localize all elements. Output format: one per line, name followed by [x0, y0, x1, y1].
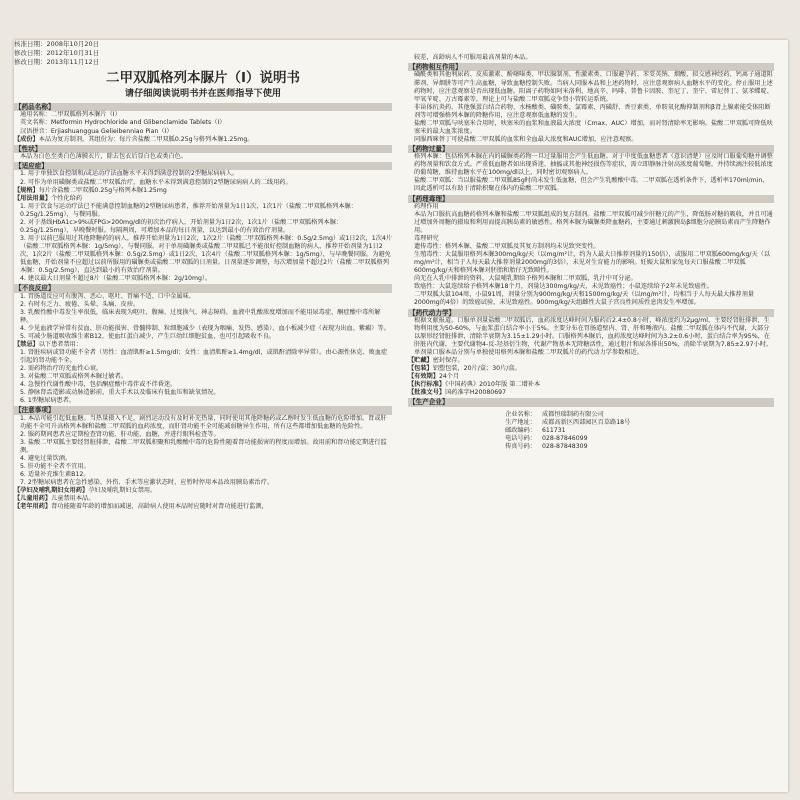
- paragraph: [408, 317, 774, 349]
- section-block: [408, 309, 774, 317]
- paragraph: [14, 349, 392, 365]
- section-block: [14, 487, 392, 495]
- paragraph-text: 根据文献报道，口服单剂量盐酸二甲双胍后，血药浓度达峰时间为服药后2.4±0.8小时，峰浓度约为2μg/ml，主要经肾脏排泄，生物利用度为50-60%，与血浆蛋白结合率小于5%。主要分布在胃肠道壁内、肾、肝和唾液内。盐酸二甲双胍在体内不代谢，大部分以原形经肾脏排泄，清除半衰期为3.15±1.29小时。口服格列本脲后，血药浓度达峰时间为3.2±0.6小时，蛋白结合率为95%，在肝脏内代谢，主要代谢物4-反-羟基衍生物，代谢产物基本无降糖活性，通过胆汁和尿各排出50%，消除半衰期为7.85±2.97小时。: [414, 316, 773, 349]
- paragraph-text: 孕妇及哺乳期妇女禁用。: [88, 487, 157, 494]
- revision-date-1: 修改日期：2012年10月31日: [14, 49, 100, 57]
- paragraph-text: 5. 可减少肠道吸收维生素B12，使血红蛋白减少，产生巨幼红细胞贫血，也可引起吸收不良。: [20, 332, 276, 340]
- paragraph: [14, 170, 392, 178]
- paragraph-text: 4. 急慢性代谢性酸中毒，包括酮症酸中毒伴或不伴昏迷。: [20, 381, 177, 389]
- paragraph: [14, 309, 392, 325]
- company-field-label: 邮政编码：: [505, 426, 536, 434]
- paragraph-text: 生殖毒性：大鼠服用格列本脲300mg/kg/天（以mg/m²计，约为人最大日推荐剂量的150倍），或服用二甲双胍600mg/kg/天（以mg/m²计，相当于人每天最大推荐剂量2000mg的3倍），未见对生育能力的影响。妊娠大鼠和家兔每天口服盐酸二甲双胍600mg/kg/天和格列本脲对胚胎和胎仔无致畸性。: [414, 251, 771, 275]
- paragraph: [14, 203, 392, 219]
- company-row: [408, 427, 774, 435]
- paragraph: [14, 381, 392, 389]
- paragraph-text: 1. 本品可能引起低血糖。当热量摄入不足，剧烈运动没有及时补充热量，同时使用其他降糖药或乙醇时发生低血糖的危险增加。肾或肝功能不全可升高格列本脲和盐酸二甲双胍的血药浓度，而肝肾功能不全可能减弱糖异生作用，所有这些都增加低血糖的危险性。: [20, 414, 387, 430]
- section-block: [14, 195, 392, 203]
- section-block: [408, 389, 774, 397]
- company-field-label: 传真号码：: [505, 443, 536, 450]
- paragraph: [408, 104, 774, 120]
- paragraph: [408, 54, 774, 62]
- section-heading: 【有效期】: [408, 373, 439, 381]
- paragraph: [408, 243, 774, 251]
- section-block: [14, 341, 392, 349]
- instruction-sheet: [14, 40, 788, 792]
- paragraph-text: 二甲双胍大鼠104周，小鼠91周，剂量分别为900mg/kg/天和1500mg/kg/天（以mg/m²计，均相当于人每天最大推荐剂量2000mg的4倍）的致癌试验，未见致癌性。900mg/kg/天组雌性大鼠子宫良性间质性息肉发生率增加。: [414, 291, 754, 307]
- paragraph: [14, 325, 392, 333]
- document-title: 二甲双胍格列本脲片（I）说明书: [105, 70, 301, 86]
- paragraph: [408, 349, 774, 357]
- company-field-value: 成都高新区西部园区百草路18号: [542, 418, 631, 426]
- paragraph-text: 密封保存。: [432, 357, 464, 365]
- paragraph-text: 4. 建议最大日剂量不超过8片（盐酸二甲双胍格列本脲：2g/10mg）。: [20, 275, 212, 283]
- section-heading: 【生产企业】: [408, 398, 774, 406]
- section-block: [408, 398, 774, 406]
- paragraph: [14, 479, 392, 487]
- paragraph: [14, 153, 392, 161]
- paragraph-text: 2. 有时有乏力、疲倦、头晕、头痛、皮疹。: [20, 300, 140, 308]
- paragraph: [408, 120, 774, 136]
- paragraph: [14, 373, 392, 381]
- paragraph: [408, 203, 774, 211]
- paragraph-text: 2. 需药物治疗的充血性心衰。: [20, 364, 103, 372]
- paragraph-text: 1. 肾脏疾病或肾功能不全者（男性：血清肌酐≥1.5mg/dl；女性：血清肌酐≥1.4mg/dl，或肌酐清除率异常）。由心源性休克、败血症引起的肾功能不全。: [20, 348, 388, 364]
- paragraph: [14, 128, 392, 136]
- company-field-value: 028-87848309: [542, 443, 588, 450]
- paragraph: [408, 291, 774, 307]
- revision-date-2: 修改日期：2013年11月12日: [14, 58, 100, 66]
- paragraph-text: 格列本脲：包括格列本脲在内的磺脲类药物一旦过量服用会产生低血糖。对于中度低血糖患者（意识清楚）应及时口服葡萄糖并调整药物剂量和饮食方式。严重低血糖者如出现昏迷、抽搐或其他神经损伤等症状，需立即静脉注射高浓度葡萄糖，并持续滴注较低浓度的葡萄糖，维持血糖水平在100mg/dl以上，同时密切观察病人。: [414, 153, 773, 177]
- paragraph: [14, 455, 392, 463]
- section-block: [14, 187, 392, 195]
- paragraph-text: 1. 用于单独饮食控制和/或运动疗法血糖水平未得到满意控制的2型糖尿病病人。: [20, 170, 239, 178]
- paragraph-text: 本品为白色至类白色薄膜衣片，除去包衣后显白色或类白色。: [20, 153, 188, 160]
- paragraph: [14, 235, 392, 275]
- section-heading: 【药理毒理】: [408, 195, 774, 203]
- paragraph-text: 同服西咪替丁可使盐酸二甲双胍的血浆和全血最大浓度和AUC增加，应注意观察。: [414, 135, 638, 143]
- section-heading: 【注意事项】: [14, 406, 392, 414]
- company-field-value: 611731: [542, 426, 566, 434]
- company-field-label: 企业名称：: [505, 410, 536, 418]
- section-block: [408, 365, 774, 373]
- section-heading: 【用法用量】: [14, 194, 52, 202]
- paragraph: [14, 431, 392, 439]
- paragraph-text: 较差，高龄病人不可服用最高剂量的本品。: [414, 54, 532, 61]
- paragraph-text: 儿童禁用本品。: [51, 495, 95, 503]
- left-body: [14, 103, 392, 511]
- paragraph-text: 7. 2型糖尿病患者在急性感染、外伤、手术等应激状态时，应暂时停用本品改用胰岛素治疗。: [20, 478, 274, 486]
- paragraph: [14, 179, 392, 187]
- section-heading: 【贮藏】: [408, 357, 433, 365]
- section-heading: 【不良反应】: [14, 284, 392, 292]
- paragraph-text: 药理作用: [414, 202, 439, 210]
- section-heading: 【执行标准】: [408, 381, 446, 389]
- paragraph: [14, 415, 392, 431]
- company-row: [408, 443, 774, 451]
- paragraph: [408, 211, 774, 235]
- section-block: [14, 136, 392, 144]
- section-heading: 【老年用药】: [14, 503, 52, 511]
- paragraph-text: 铝塑包装，20片/盒；30片/盒。: [432, 365, 521, 373]
- paragraph: [14, 397, 392, 405]
- section-heading: 【药物相互作用】: [408, 63, 774, 71]
- paragraph: [14, 119, 392, 127]
- section-heading: 【规格】: [14, 186, 39, 194]
- section-heading: 【药品名称】: [14, 103, 392, 111]
- company-row: [408, 435, 774, 443]
- paragraph-text: 盐酸二甲双胍：当以服盐酸二甲双胍85g时尚未发生低血糖，但会产生乳酸酸中毒。二甲双胍在透析条件下，透析率170ml/min，因此透析可以有助于清除积聚在体内的盐酸二甲双胍。: [414, 177, 769, 193]
- section-block: [408, 357, 774, 365]
- section-block: [14, 503, 392, 511]
- section-heading: 【成份】: [14, 135, 39, 143]
- approval-date: 核准日期：2008年10月20日: [14, 40, 100, 48]
- paragraph-text: 本品为口服抗高血糖药格列本脲和盐酸二甲双胍组成的复方制剂。盐酸二甲双胍可减少肝糖元的产生，降低肠对糖的吸收，并且可通过增加外周糖的摄取和利用而提高胰岛素的敏感性。格列本脲为磺脲类降血糖药，主要通过刺激胰岛β细胞分泌胰岛素而产生降糖作用。: [414, 210, 773, 235]
- section-block: [14, 284, 392, 292]
- paragraph: [408, 235, 774, 243]
- paragraph-text: 4. 少见血液学异常有贫血、肝功能损害、骨髓抑制、粒细胞减少（表现为咽痛、发热、感染）、血小板减少症（表现为出血、紫癜）等。: [20, 324, 390, 332]
- section-heading: 【孕妇及哺乳期妇女用药】: [14, 487, 89, 494]
- section-heading: 【禁忌】: [14, 340, 39, 348]
- paragraph: [408, 251, 774, 275]
- paragraph: [14, 439, 392, 455]
- paragraph: [14, 293, 392, 301]
- company-field-value: 028-87846099: [542, 434, 588, 442]
- section-heading: 【药物过量】: [408, 145, 774, 153]
- paragraph-text: 3. 对盐酸二甲双胍或格列本脲过敏者。: [20, 372, 127, 380]
- paragraph: [14, 389, 392, 397]
- section-heading: 【药代动力学】: [408, 309, 774, 317]
- paragraph-text: 4. 避免过量饮酒。: [20, 454, 72, 462]
- section-block: [14, 495, 392, 503]
- section-block: [408, 195, 774, 203]
- paragraph-text: 《中国药典》2010年版 第二增补本: [445, 381, 541, 389]
- paragraph-text: 尚无在人乳中排泄的资料，大鼠哺乳期给予格列本脲和二甲双胍，乳汁中可分泌。: [414, 275, 637, 283]
- paragraph: [14, 365, 392, 373]
- company-field-value: 成都恒瑞制药有限公司: [542, 410, 604, 418]
- paragraph: [408, 153, 774, 177]
- paragraph-text: 6. 1型糖尿病患者。: [20, 397, 76, 405]
- paragraph-text: 6. 适量补充维生素B12。: [20, 470, 90, 478]
- paragraph-text: 英文名称：Metformin Hydrochloride and Glibenclamide Tablets（I）: [20, 119, 226, 127]
- paragraph: [14, 219, 392, 235]
- paragraph-text: 3. 盐酸二甲双胍主要经肾脏排泄，盐酸二甲双胍积聚和乳酸酸中毒的危险性随着肾功能损害的程度而增加。故用前和肾功能定期进行监测。: [20, 438, 387, 454]
- paragraph: [14, 333, 392, 341]
- paragraph-text: 3. 乳酸性酸中毒发生率很低，临床表现为呕吐、腹痛、过度换气、神志障碍，血液中乳酸浓度增加而不能用尿毒症、酮症酸中毒所解释。: [20, 308, 381, 324]
- paragraph-text: 毒理研究: [414, 235, 439, 243]
- section-block: [14, 406, 392, 414]
- section-heading: 【性状】: [14, 145, 392, 153]
- paragraph-text: 2. 对于基线HbA1c>9%或FPG>200mg/dl的初次治疗病人，开始剂量为1日2次，1次1片（盐酸二甲双胍格列本脲：0.25g/1.25mg），早晚餐时服。每隔两周，可增加本品的每日剂量，以达到最小的有效治疗剂量。: [20, 218, 343, 234]
- company-field-label: 生产地址：: [505, 418, 536, 426]
- paragraph: [14, 463, 392, 471]
- paragraph: [408, 136, 774, 144]
- paragraph-text: 个性化给药: [51, 194, 83, 202]
- paragraph-text: 肾功能随着年龄的增加而减退，高龄病人使用本品时应随时对肾功能进行监测，: [51, 503, 268, 511]
- paragraph-text: 24个月: [438, 373, 460, 381]
- paragraph-text: 磺酰类和其他利尿药、皮质激素、酚噻嗪类、甲状腺制剂、性激素类、口服避孕药、苯妥英钠、烟酸、拟交感神经药、钙离子通道阻滞剂、异烟肼等可产生高血糖，导致血糖控制失败。当病人同服本品和上述药物时，应注意观察病人血糖水平的变化。停止服用上述药物时，应注意观察是否出现低血糖。阳离子药物如阿米洛利、地高辛、吗啡、普鲁卡因胺、奎尼丁、奎宁、雷尼替丁、氨苯蝶啶、甲氧苄啶、万古霉素等，理论上可与盐酸二甲双胍竞争肾小管转运系统。: [414, 71, 773, 103]
- paragraph-text: 3. 用于以前已服用过其他降糖药的病人，推荐开始剂量为1日2次，1次2片（盐酸二甲双胍格列本脲：0.5g/2.5mg）或1日2次，1次4片（盐酸二甲双胍格列本脲：1g/5mg），与餐同服。对于单用磺脲类或盐酸二甲双胍已不能很好控制血糖的病人，推荐开始剂量为1日2次，1次2片（盐酸二甲双胍格列本脲：0.5g/2.5mg）或1日2次，1次4片（盐酸二甲双胍格列本脲：1g/5mg），与早晚餐同服。为避免低血糖，开始剂量不应超过以前所服用的磺脲类或盐酸二甲双胍的日剂量。日剂量逐步调整，每次增加量不超过2片（盐酸二甲双胍格列本脲：0.5g/2.5mg），直达到最小的有效治疗剂量。: [20, 234, 393, 275]
- paragraph-text: 以下患者禁用：: [38, 340, 83, 348]
- paragraph-text: 5. 静脉肾盂造影或动脉造影前，重大手术以及临床有低血压和缺氧情况。: [20, 389, 220, 397]
- paragraph-text: 通用名称：二甲双胍格列本脲片（I）: [20, 111, 121, 119]
- paragraph: [408, 71, 774, 103]
- paragraph-text: 汉语拼音：Erjiashuangguа Gelieibenniao Pian（I）: [20, 127, 173, 135]
- paragraph-text: 每片含盐酸二甲双胍0.25g与格列本脲1.25mg: [38, 186, 167, 194]
- section-heading: 【包装】: [408, 365, 433, 373]
- paragraph: [14, 301, 392, 309]
- paragraph-text: 1. 用于饮食与运动疗法已不能满意控制血糖的2型糖尿病患者，推荐开始剂量为1日1次，1次1片（盐酸二甲双胍格列本脲：0.25g/1.25mg），与餐同服。: [20, 202, 357, 218]
- paragraph-text: 盐酸二甲双胍与呋塞米合用时，呋塞米的血浆和血液最大浓度（Cmax、AUC）增加，而对肾清除率无影响。盐酸二甲双胍可降低呋塞米的最大血浆浓度。: [414, 119, 773, 135]
- paragraph: [408, 177, 774, 193]
- paragraph: [14, 275, 392, 283]
- paragraph-text: 1. 胃肠道反应可有腹泻、恶心、呕吐、胃痛不适、口中金属味。: [20, 292, 195, 300]
- company-row: [408, 419, 774, 427]
- paragraph-text: 遗传毒性：格列本脲、盐酸二甲双胍及其复方制剂均未见致突变性。: [414, 243, 600, 251]
- manufacturer-info: [408, 411, 774, 451]
- paragraph-text: 2. 可作为单用磺脲类或盐酸二甲双胍治疗，血糖水平未得到满意控制的2型糖尿病病人的二线用药。: [20, 178, 292, 186]
- paragraph-text: 5. 肝功能不全者不宜用。: [20, 462, 90, 470]
- paragraph: [14, 471, 392, 479]
- company-field-label: 电话号码：: [505, 434, 536, 442]
- left-column: [14, 40, 392, 511]
- right-body: [408, 54, 774, 407]
- paragraph-text: 单剂量口服本品分别与单独使用格列本脲和盐酸二甲双胍片的药代动力学参数相近。: [414, 349, 643, 357]
- section-heading: 【适应症】: [14, 162, 392, 170]
- paragraph-text: 致癌性：大鼠连续给予格列本脲18个月，剂量达300mg/kg/天，未见致癌性；小鼠连续给予2年未见致癌性。: [414, 283, 713, 291]
- paragraph-text: 本品为复方制剂，其组份为：每片含盐酸二甲双胍0.25g与格列本脲1.25mg。: [38, 135, 254, 143]
- section-block: [14, 145, 392, 153]
- company-row: [408, 411, 774, 419]
- document-subtitle: 请仔细阅读说明书并在医师指导下使用: [124, 88, 282, 99]
- section-heading: 【儿童用药】: [14, 495, 52, 503]
- right-column: [408, 54, 774, 451]
- paragraph-text: 国药准字H20080697: [445, 389, 507, 397]
- paragraph-text: 非甾体抗炎药、其他强蛋白结合药物、水杨酸类、磺胺类、氯霉素、丙磺舒、香豆素类、单胺氧化酶抑制剂和β肾上腺素能受体阻断剂等可增强格列本脲的降糖作用，应注意观察低血糖的发生。: [414, 103, 771, 119]
- paragraph-text: 2. 服药期间患者应定期检查肾功能、肝功能、血糖，并进行眼科检查等。: [20, 430, 220, 438]
- section-heading: 【批准文号】: [408, 389, 446, 397]
